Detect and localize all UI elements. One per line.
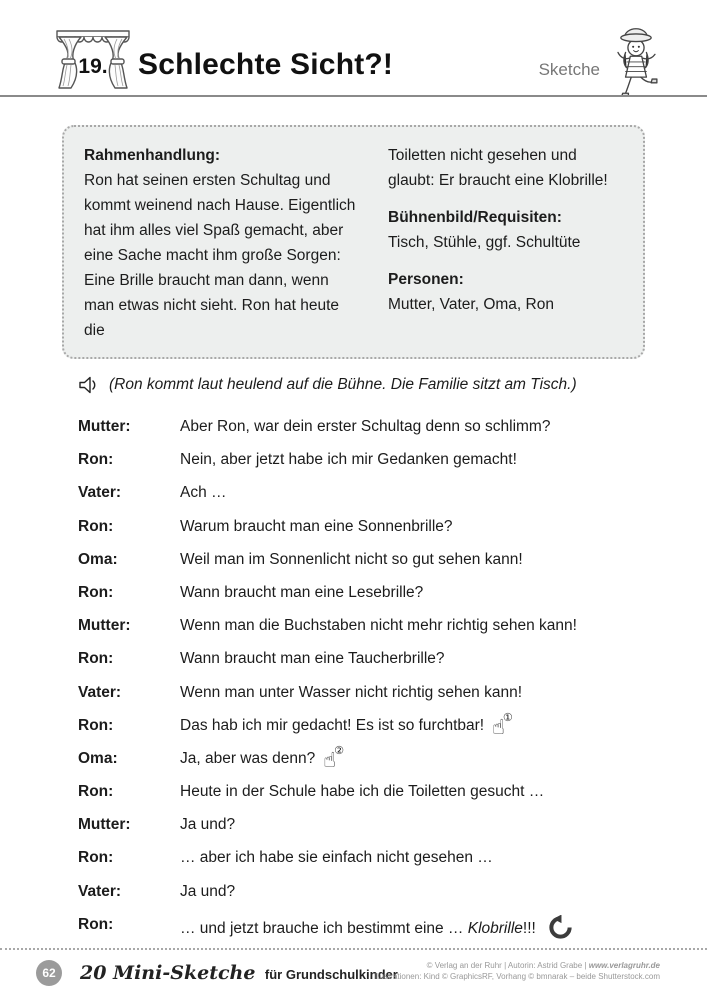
dialogue-text: Ja, aber was denn? ☝②: [180, 743, 344, 772]
dialogue-row: [78, 915, 653, 947]
loudspeaker-icon: [78, 375, 100, 395]
dialogue-text: Wann braucht man eine Lesebrille?: [180, 583, 424, 601]
category-label: Sketche: [538, 60, 600, 79]
dialogue-row: [78, 550, 653, 571]
dialogue-row: [78, 517, 653, 538]
speaker-label: Vater:: [78, 882, 122, 900]
speaker-label: Oma:: [78, 550, 118, 568]
credits-line-1: © Verlag an der Ruhr | Autorin: Astrid Grabe | www.verlagruhr.de: [426, 961, 660, 970]
dialogue-row: [78, 616, 653, 637]
dialogue-row: [78, 882, 653, 903]
stage-props-text: Tisch, Stühle, ggf. Schultüte: [388, 234, 581, 251]
dialogue-row: [78, 583, 653, 604]
pointing-hand-icon: ☝②: [323, 743, 344, 772]
publisher-url: www.verlagruhr.de: [588, 961, 660, 970]
page-title: Schlechte Sicht?!: [138, 48, 394, 81]
speaker-label: Ron:: [78, 915, 114, 933]
dialogue-row: [78, 417, 653, 438]
stage-direction-text: (Ron kommt laut heulend auf die Bühne. Die Familie sitzt am Tisch.): [109, 375, 577, 393]
speaker-label: Oma:: [78, 749, 118, 767]
dialogue-row: [78, 649, 653, 670]
dialogue-row: [78, 743, 653, 772]
dialogue-text: Ja und?: [180, 816, 236, 834]
speaker-label: Ron:: [78, 650, 114, 668]
dialogue-text: Nein, aber jetzt habe ich mir Gedanken gemacht!: [180, 451, 517, 469]
speaker-label: Ron:: [78, 849, 114, 867]
dialogue-text: Aber Ron, war dein erster Schultag denn so schlimm?: [180, 418, 551, 435]
running-girl-illustration: [605, 24, 667, 98]
repeat-icon: [548, 915, 573, 947]
dialogue-row: [78, 782, 653, 803]
speaker-label: Ron:: [78, 517, 114, 535]
synopsis-column-right: [388, 143, 623, 343]
dialogue-row: [78, 815, 653, 836]
dialogue-text: Heute in der Schule habe ich die Toiletten gesucht …: [180, 783, 545, 801]
series-title-rest: für Grundschulkinder: [264, 967, 398, 982]
speaker-label: Ron:: [78, 716, 114, 734]
speaker-label: Vater:: [78, 484, 122, 502]
series-title-script: 20 Mini-Sketche: [80, 962, 256, 984]
credits: [374, 960, 660, 982]
dialogue-text: Weil man im Sonnenlicht nicht so gut sehen kann!: [180, 550, 523, 568]
dialogue-text: Ach …: [180, 484, 227, 502]
dialogue-row: [78, 483, 653, 504]
dialogue-text: Wenn man die Buchstaben nicht mehr richtig sehen kann!: [180, 617, 577, 635]
series-title: [80, 962, 398, 984]
hand-number-badge: ①: [502, 710, 513, 724]
dialogue-row: [78, 683, 653, 704]
stage-direction: [78, 374, 648, 395]
sketch-number: 19.: [78, 55, 108, 78]
page-footer: [0, 948, 707, 1000]
speaker-label: Ron:: [78, 583, 114, 601]
dialogue-text: Wenn man unter Wasser nicht richtig sehen kann!: [180, 683, 523, 701]
dialogue-row: [78, 710, 653, 739]
frame-story-text-continued: Toiletten nicht gesehen und glaubt: Er braucht eine Klobrille!: [388, 147, 608, 189]
synopsis-column-left: [84, 143, 362, 343]
hand-number-badge: ②: [334, 743, 344, 757]
dialogue-text: … und jetzt brauche ich bestimmt eine … Klobrille!!!: [180, 915, 653, 947]
speaker-label: Ron:: [78, 451, 114, 469]
dialogue-text: Das hab ich mir gedacht! Es ist so furchtbar! ☝①: [180, 710, 513, 739]
dialogue-text: Warum braucht man eine Sonnenbrille?: [180, 517, 453, 535]
header-divider: [0, 95, 707, 97]
dialogue-text: Wann braucht man eine Taucherbrille?: [180, 650, 445, 668]
page-number-badge: 62: [36, 960, 62, 986]
speaker-label: Mutter:: [78, 617, 131, 635]
dialogue-row: [78, 450, 653, 471]
speaker-label: Ron:: [78, 783, 114, 801]
stage-props-heading: Bühnenbild/Requisiten:: [388, 209, 562, 226]
dialogue-row: [78, 848, 653, 869]
persons-text: Mutter, Vater, Oma, Ron: [388, 296, 554, 313]
synopsis-box: [62, 125, 645, 359]
dialogue-text: Ja und?: [180, 882, 236, 900]
pointing-hand-icon: ☝①: [492, 710, 513, 739]
credits-line-2: Illustrationen: Kind © GraphicsRF, Vorhang © bmnarak – beide Shutterstock.com: [373, 972, 660, 981]
dialogue-text: … aber ich habe sie einfach nicht gesehen …: [180, 849, 493, 867]
frame-story-heading: Rahmenhandlung:: [84, 147, 221, 164]
speaker-label: Mutter:: [78, 418, 131, 435]
persons-heading: Personen:: [388, 271, 464, 288]
frame-story-text: Ron hat seinen ersten Schultag und kommt weinend nach Hause. Eigentlich hat ihm alles viel Spaß gemacht, aber eine Sache macht ihm große Sorgen: Eine Brille braucht man dann, wenn man etwas nicht sieht. Ron hat heute die: [84, 172, 356, 339]
dialogue-list: [78, 417, 653, 959]
speaker-label: Mutter:: [78, 816, 131, 834]
speaker-label: Vater:: [78, 683, 122, 701]
